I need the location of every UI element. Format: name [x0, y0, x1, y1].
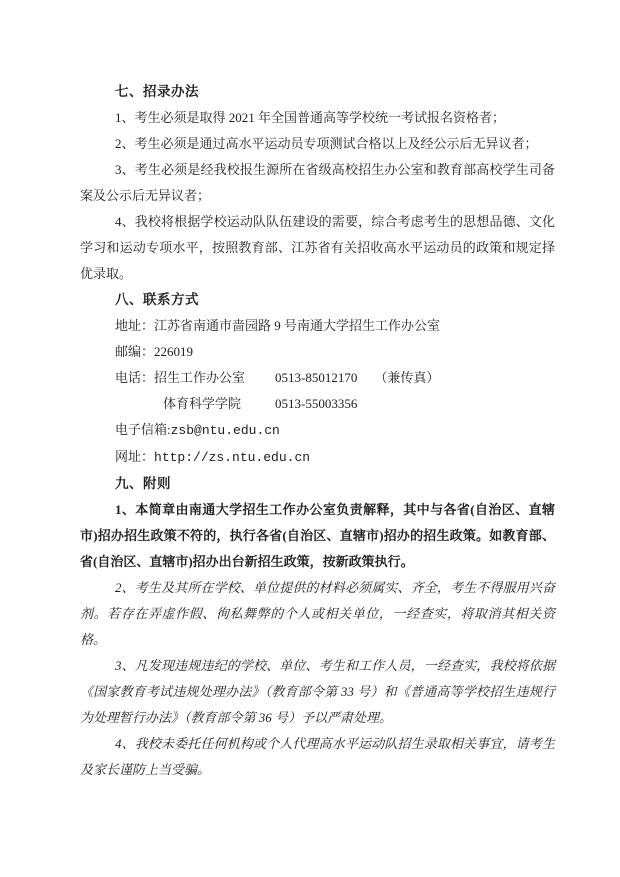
para-9-item-4: 4、我校未委托任何机构或个人代理高水平运动队招生录取相关事宜，请考生及家长谨防上当受骗。: [80, 736, 555, 777]
fax-note: （兼传真）: [374, 370, 440, 385]
phone-number-sports-college: 0513-55003356: [275, 396, 358, 411]
address-label: 地址：: [115, 318, 155, 333]
office-name-admissions: 招生工作办公室: [154, 370, 246, 385]
contact-phone-admissions-line: [80, 365, 555, 391]
para-9-item-2: 2、考生及其所在学校、单位提供的材料必须属实、齐全，考生不得服用兴奋剂。若存在弄虚作假、徇私舞弊的个人或相关单位，一经查实，将取消其相关资格。: [80, 580, 555, 647]
para-7-item-4: 4、我校将根据学校运动队队伍建设的需要，综合考虑考生的思想品德、文化学习和运动专项水平，按照教育部、江苏省有关招收高水平运动员的政策和规定择优录取。: [80, 214, 555, 281]
para-7-item-3: 3、考生必须是经我校报生源所在省级高校招生办公室和教育部高校学生司备案及公示后无异议者；: [80, 162, 555, 203]
postcode-value: 226019: [154, 344, 194, 359]
heading-section-9-supplementary-provisions: 九、附则: [115, 476, 171, 491]
contact-email-line: [80, 417, 555, 444]
website-label: 网址：: [115, 449, 155, 464]
para-7-item-2: 2、考生必须是通过高水平运动员专项测试合格以上及经公示后无异议者；: [115, 136, 538, 151]
phone-label: 电话：: [115, 370, 155, 385]
contact-postcode-line: [80, 339, 555, 365]
contact-website-line: [80, 444, 555, 471]
para-7-item-1: 1、考生必须是取得 2021 年全国普通高等学校统一考试报名资格者；: [115, 110, 506, 125]
website-value: http://zs.ntu.edu.cn: [154, 450, 311, 465]
email-label: 电子信箱:: [115, 422, 171, 437]
para-9-item-3: 3、凡发现违规违纪的学校、单位、考生和工作人员，一经查实，我校将依据《国家教育考试违规处理办法》（教育部令第 33 号）和《普通高等学校招生违规行为处理暂行办法》（教育部令第 36 号）予以严肃处理。: [80, 658, 555, 725]
contact-address-line: [80, 313, 555, 339]
email-value: zsb@ntu.edu.cn: [170, 423, 280, 438]
heading-section-7-recruitment-methods: 七、招录办法: [115, 84, 199, 99]
office-name-sports-college: 体育科学学院: [163, 396, 242, 411]
contact-phone-sports-line: [80, 391, 555, 417]
phone-number-admissions: 0513-85012170: [275, 370, 358, 385]
para-9-item-1: 1、本简章由南通大学招生工作办公室负责解释，其中与各省(自治区、直辖市)招办招生政策不符的，执行各省(自治区、直辖市)招办的招生政策。如教育部、省(自治区、直辖市)招办出台新招生政策，按新政策执行。: [80, 502, 555, 569]
address-value: 江苏省南通市啬园路 9 号南通大学招生工作办公室: [154, 318, 441, 333]
heading-section-8-contact-info: 八、联系方式: [115, 292, 199, 307]
postcode-label: 邮编：: [115, 344, 155, 359]
